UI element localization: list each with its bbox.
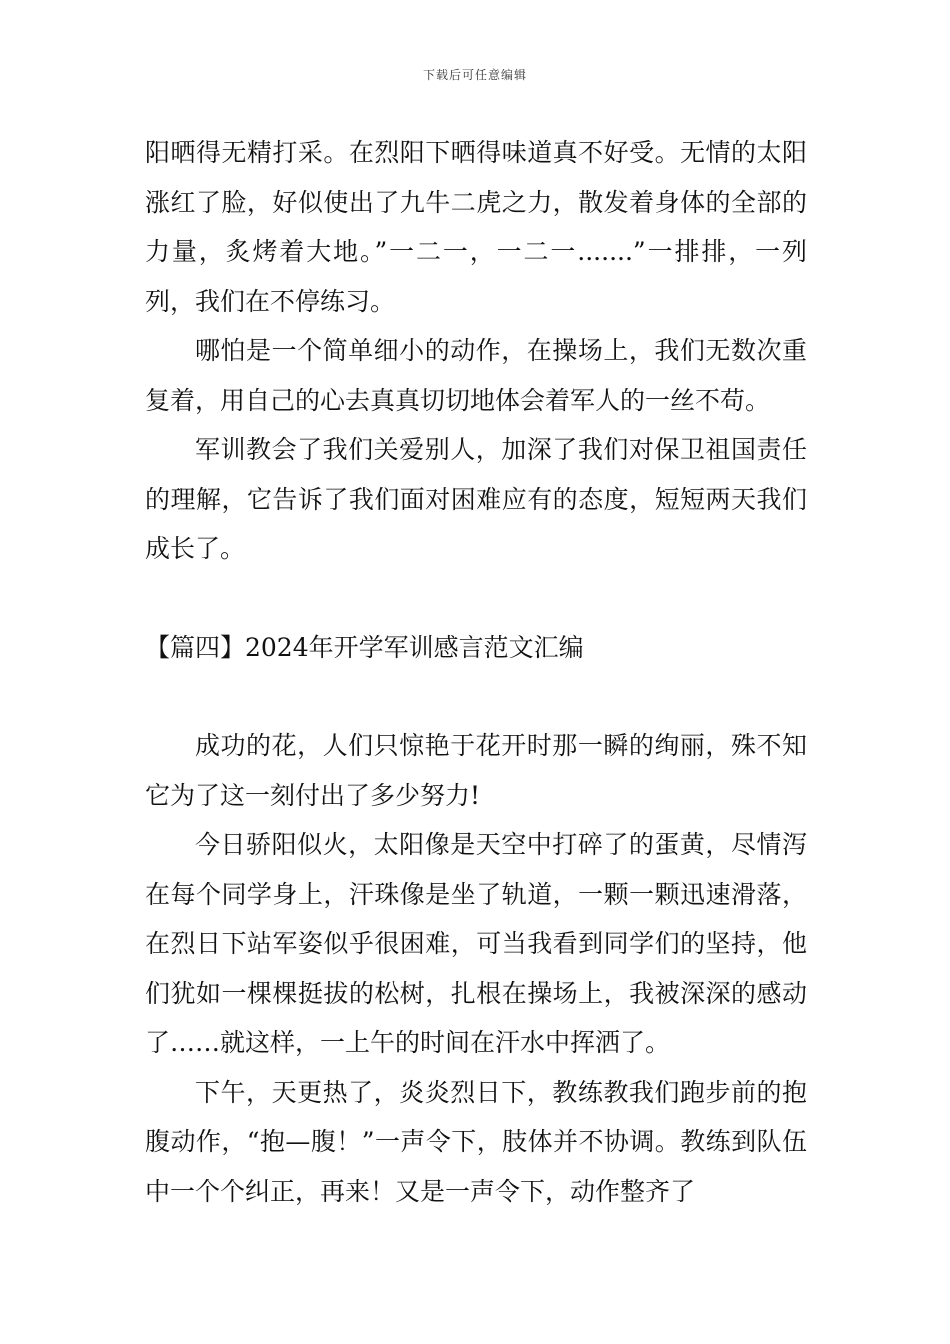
page-header: 下载后可任意编辑	[422, 68, 527, 82]
document-body	[145, 128, 807, 1216]
paragraph: 阳晒得无精打采。在烈阳下晒得味道真不好受。无情的太阳涨红了脸，好似使出了九牛二虎之力，散发着身体的全部的力量，炙烤着大地。”一二一，一二一.......”一排排，一列列，我们在不停练习。	[145, 138, 807, 316]
paragraph: 今日骄阳似火，太阳像是天空中打碎了的蛋黄，尽情泻在每个同学身上，汗珠像是坐了轨道，一颗一颗迅速滑落，在烈日下站军姿似乎很困难，可当我看到同学们的坚持，他们犹如一棵棵挺拔的松树，扎根在操场上，我被深深的感动了……就这样，一上午的时间在汗水中挥洒了。	[145, 830, 807, 1057]
paragraph: 下午，天更热了，炎炎烈日下，教练教我们跑步前的抱腹动作，“抱—腹！”一声令下，肢体并不协调。教练到队伍中一个个纠正，再来！又是一声令下，动作整齐了	[145, 1077, 807, 1206]
spacer	[145, 672, 807, 721]
paragraph: 哪怕是一个简单细小的动作，在操场上，我们无数次重复着，用自己的心去真真切切地体会着军人的一丝不苟。	[145, 336, 807, 415]
paragraph: 成功的花，人们只惊艳于花开时那一瞬的绚丽，殊不知它为了这一刻付出了多少努力!	[145, 731, 807, 810]
spacer	[145, 574, 807, 623]
section-title: 【篇四】2024年开学军训感言范文汇编	[145, 632, 584, 662]
paragraph: 军训教会了我们关爱别人，加深了我们对保卫祖国责任的理解，它告诉了我们面对困难应有的态度，短短两天我们成长了。	[145, 435, 807, 563]
